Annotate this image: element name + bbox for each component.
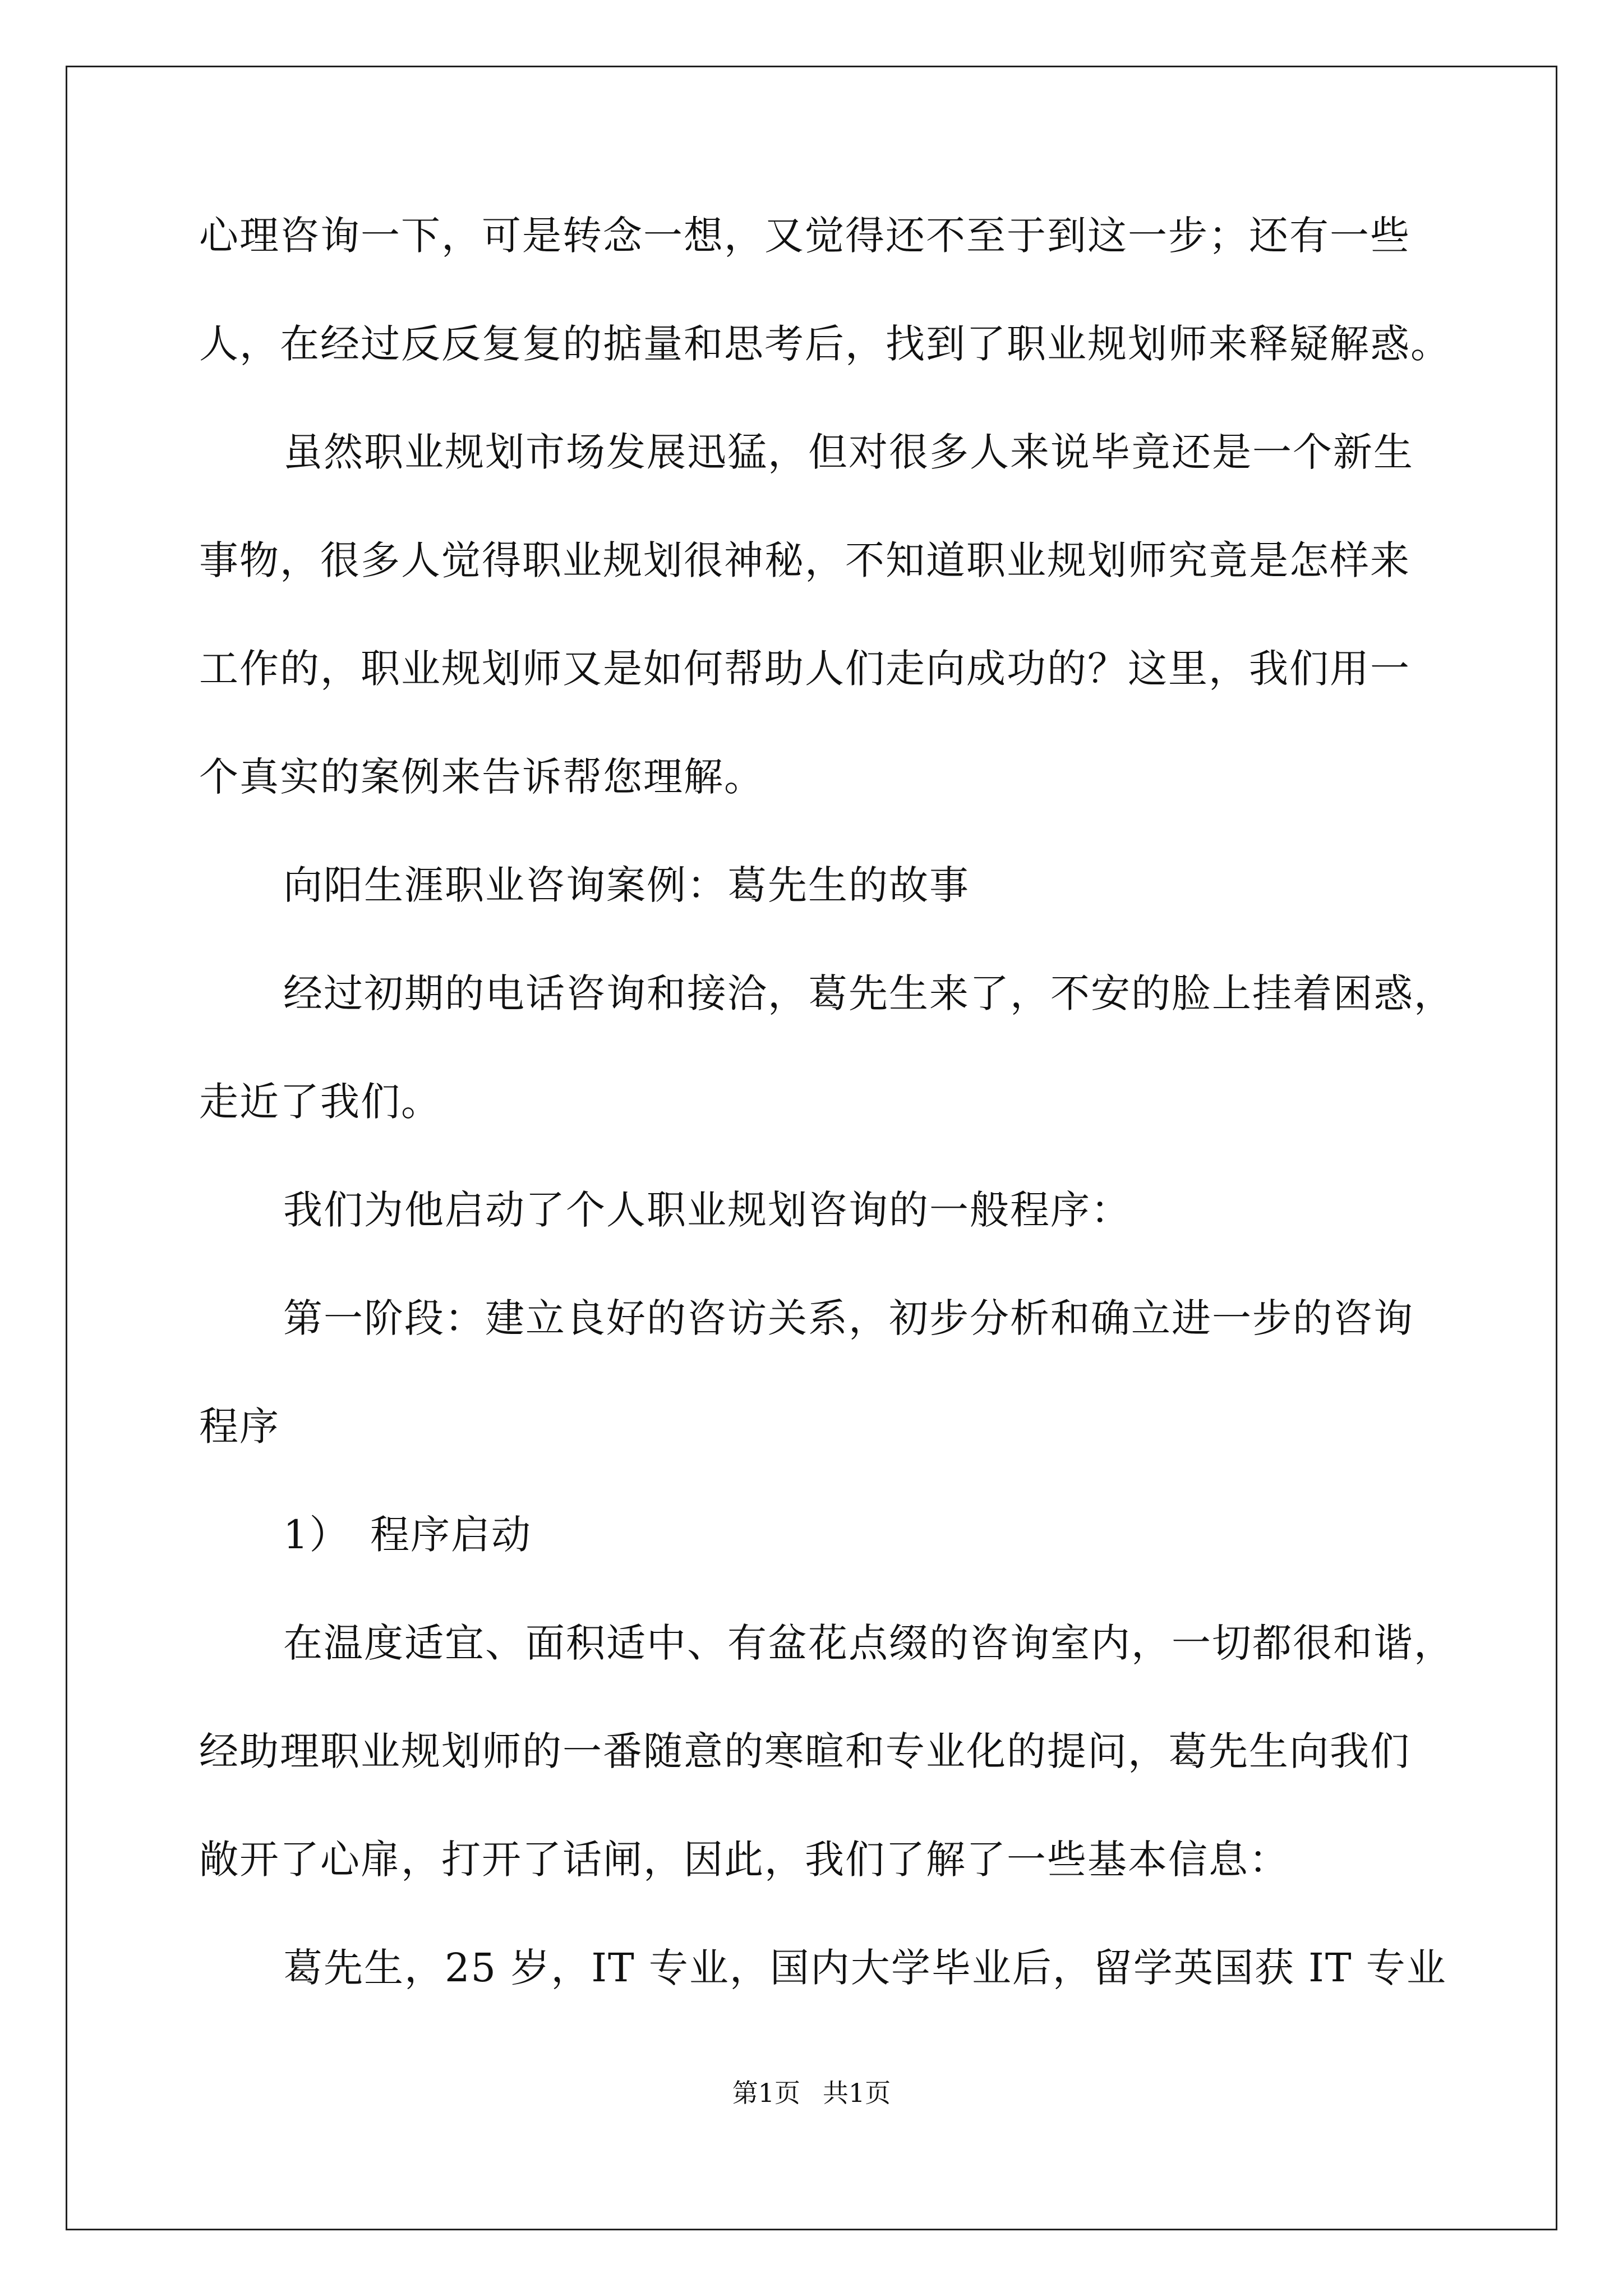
text-line: 程序 — [199, 1404, 280, 1450]
section-heading: 向阳生涯职业咨询案例：葛先生的故事 — [283, 862, 970, 908]
document-body — [199, 213, 1454, 2056]
text-line: 走近了我们。 — [199, 1079, 441, 1125]
text-line: 在温度适宜、面积适中、有盆花点缀的咨询室内，一切都很和谐， — [283, 1620, 1454, 1666]
text-line: 心理咨询一下，可是转念一想，又觉得还不至于到这一步；还有一些 — [199, 213, 1410, 259]
text-line: 工作的，职业规划师又是如何帮助人们走向成功的？这里，我们用一 — [199, 646, 1410, 692]
page-number-total: 共1页 — [823, 2078, 891, 2108]
stage-heading: 第一阶段：建立良好的咨访关系，初步分析和确立进一步的咨询 — [283, 1295, 1414, 1341]
text-line: 葛先生，25 岁，IT 专业，国内大学毕业后，留学英国获 IT 专业 — [283, 1945, 1447, 1991]
text-line: 我们为他启动了个人职业规划咨询的一般程序： — [283, 1187, 1131, 1233]
page-footer — [0, 2079, 1623, 2107]
list-item-label: 程序启动 — [370, 1512, 532, 1558]
text-line: 敞开了心扉，打开了话闸，因此，我们了解了一些基本信息： — [199, 1837, 1289, 1883]
text-line: 个真实的案例来告诉帮您理解。 — [199, 754, 764, 800]
list-item — [199, 1512, 1433, 1558]
text-line: 人，在经过反反复复的掂量和思考后，找到了职业规划师来释疑解惑。 — [199, 321, 1451, 367]
text-line: 经助理职业规划师的一番随意的寒暄和专业化的提问，葛先生向我们 — [199, 1728, 1410, 1774]
list-item-number: 1） — [283, 1512, 350, 1558]
text-line: 经过初期的电话咨询和接洽，葛先生来了，不安的脸上挂着困惑， — [283, 970, 1454, 1016]
text-line: 虽然职业规划市场发展迅猛，但对很多人来说毕竟还是一个新生 — [283, 429, 1414, 475]
text-line: 事物，很多人觉得职业规划很神秘，不知道职业规划师究竟是怎样来 — [199, 537, 1410, 583]
page-number-current: 第1页 — [732, 2078, 800, 2108]
